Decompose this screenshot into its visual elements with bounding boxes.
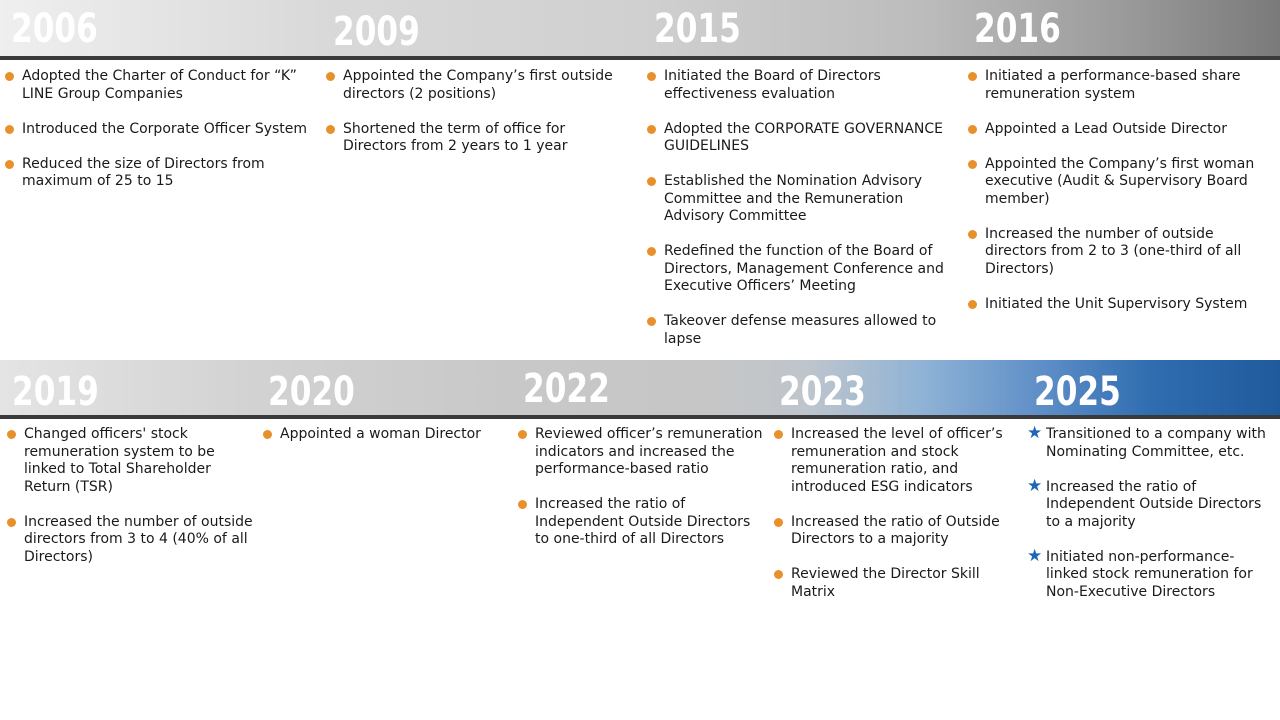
milestone-text: Reviewed the Director Skill Matrix: [791, 566, 980, 600]
orange-dot-bullet-icon: [968, 160, 977, 169]
year-heading-2006: 2006: [11, 6, 98, 52]
orange-dot-bullet-icon: [518, 500, 527, 509]
milestone-list: [7, 426, 253, 566]
milestone-text: Transitioned to a company with Nominating Committee, etc.: [1046, 426, 1266, 460]
list-item: [1027, 545, 1275, 602]
list-item: [326, 121, 631, 156]
orange-dot-bullet-icon: [774, 518, 783, 527]
milestone-text: Redefined the function of the Board of Directors, Management Conference and Executive Officers’ Meeting: [664, 243, 944, 294]
milestone-list: [326, 68, 631, 156]
orange-dot-bullet-icon: [263, 430, 272, 439]
year-heading-2009: 2009: [333, 9, 420, 55]
year-heading-2023: 2023: [779, 369, 866, 415]
list-item: [774, 426, 1020, 496]
list-item: [7, 514, 253, 567]
milestone-text: Increased the number of outside directors from 2 to 3 (one-third of all Directors): [985, 225, 1242, 277]
orange-dot-bullet-icon: [5, 160, 14, 169]
list-item: [1027, 475, 1275, 532]
year-heading-2025: 2025: [1034, 369, 1121, 415]
bottom-divider-rule: [0, 415, 1280, 419]
list-item: [774, 566, 1020, 601]
blue-star-bullet-icon: ★: [1027, 423, 1043, 443]
year-heading-2019: 2019: [12, 369, 99, 415]
milestone-text: Appointed a woman Director: [280, 426, 481, 442]
milestone-list: [5, 68, 310, 191]
year-heading-2020: 2020: [268, 369, 355, 415]
timeline-column-2023: [774, 426, 1020, 619]
timeline-column-2020: [263, 426, 509, 461]
list-item: [968, 296, 1275, 314]
timeline-column-2025: [1027, 423, 1275, 619]
orange-dot-bullet-icon: [326, 72, 335, 81]
milestone-list: [774, 426, 1020, 601]
milestone-list: [518, 426, 764, 549]
orange-dot-bullet-icon: [326, 125, 335, 134]
milestone-text: Increased the number of outside directors from 3 to 4 (40% of all Directors): [24, 513, 253, 565]
milestone-list: [263, 426, 509, 444]
list-item: [1027, 423, 1275, 461]
milestone-text: Changed officers' stock remuneration system to be linked to Total Shareholder Return (TSR): [24, 426, 215, 495]
list-item: [647, 243, 959, 296]
milestone-text: Shortened the term of office for Directors from 2 years to 1 year: [343, 120, 568, 154]
orange-dot-bullet-icon: [5, 72, 14, 81]
orange-dot-bullet-icon: [5, 125, 14, 134]
orange-dot-bullet-icon: [968, 125, 977, 134]
orange-dot-bullet-icon: [774, 570, 783, 579]
year-heading-2016: 2016: [974, 6, 1061, 52]
orange-dot-bullet-icon: [647, 125, 656, 134]
list-item: [7, 426, 253, 496]
timeline-column-2009: [326, 68, 631, 173]
milestone-text: Increased the level of officer’s remuneration and stock remuneration ratio, and introduced ESG indicators: [791, 426, 1003, 495]
top-year-band: [0, 0, 1280, 56]
milestone-text: Initiated a performance-based share remuneration system: [985, 68, 1241, 102]
year-heading-2015: 2015: [654, 6, 741, 52]
milestone-text: Introduced the Corporate Officer System: [22, 120, 308, 137]
milestone-text: Adopted the CORPORATE GOVERNANCE GUIDELINES: [664, 120, 943, 154]
orange-dot-bullet-icon: [968, 230, 977, 239]
milestone-list: [647, 68, 959, 348]
orange-dot-bullet-icon: [647, 247, 656, 256]
milestone-text: Appointed a Lead Outside Director: [985, 120, 1227, 137]
orange-dot-bullet-icon: [647, 177, 656, 186]
year-heading-2022: 2022: [523, 366, 610, 412]
list-item: [326, 68, 631, 103]
milestone-text: Takeover defense measures allowed to lapse: [664, 313, 937, 347]
blue-star-bullet-icon: ★: [1027, 545, 1043, 566]
timeline-column-2016: [968, 68, 1275, 331]
milestone-list: [968, 68, 1275, 313]
milestone-text: Initiated the Board of Directors effectiveness evaluation: [664, 68, 881, 102]
top-divider-rule: [0, 56, 1280, 60]
list-item: [5, 156, 310, 191]
list-item: [968, 68, 1275, 103]
timeline-column-2022: [518, 426, 764, 566]
list-item: [647, 173, 959, 226]
milestone-text: Appointed the Company’s first woman executive (Audit & Supervisory Board member): [985, 155, 1255, 207]
list-item: [647, 313, 959, 348]
orange-dot-bullet-icon: [968, 72, 977, 81]
list-item: [5, 68, 310, 103]
orange-dot-bullet-icon: [518, 430, 527, 439]
timeline-column-2015: [647, 68, 959, 366]
orange-dot-bullet-icon: [647, 317, 656, 326]
list-item: [5, 121, 310, 139]
list-item: [263, 426, 509, 444]
list-item: [968, 156, 1275, 209]
orange-dot-bullet-icon: [647, 72, 656, 81]
list-item: [518, 426, 764, 479]
blue-star-bullet-icon: ★: [1027, 475, 1043, 496]
milestone-text: Initiated non-performance-linked stock remuneration for Non-Executive Directors: [1046, 548, 1253, 600]
timeline-column-2019: [7, 426, 253, 584]
milestone-list: [1027, 423, 1275, 601]
milestone-text: Reviewed officer’s remuneration indicators and increased the performance-based ratio: [535, 426, 763, 477]
milestone-text: Increased the ratio of Independent Outside Directors to a majority: [1046, 478, 1262, 530]
milestone-text: Reduced the size of Directors from maximum of 25 to 15: [22, 155, 265, 189]
milestone-text: Established the Nomination Advisory Committee and the Remuneration Advisory Committee: [664, 173, 922, 224]
orange-dot-bullet-icon: [968, 300, 977, 309]
orange-dot-bullet-icon: [7, 430, 16, 439]
orange-dot-bullet-icon: [7, 518, 16, 527]
list-item: [647, 68, 959, 103]
milestone-text: Initiated the Unit Supervisory System: [985, 295, 1248, 312]
list-item: [774, 514, 1020, 549]
list-item: [968, 121, 1275, 139]
list-item: [647, 121, 959, 156]
milestone-text: Increased the ratio of Outside Directors to a majority: [791, 513, 1000, 547]
list-item: [968, 226, 1275, 279]
milestone-text: Adopted the Charter of Conduct for “K” LINE Group Companies: [22, 68, 297, 102]
milestone-text: Increased the ratio of Independent Outside Directors to one-third of all Directors: [535, 496, 751, 547]
timeline-column-2006: [5, 68, 310, 208]
milestone-text: Appointed the Company’s first outside directors (2 positions): [343, 68, 613, 102]
orange-dot-bullet-icon: [774, 430, 783, 439]
list-item: [518, 496, 764, 549]
